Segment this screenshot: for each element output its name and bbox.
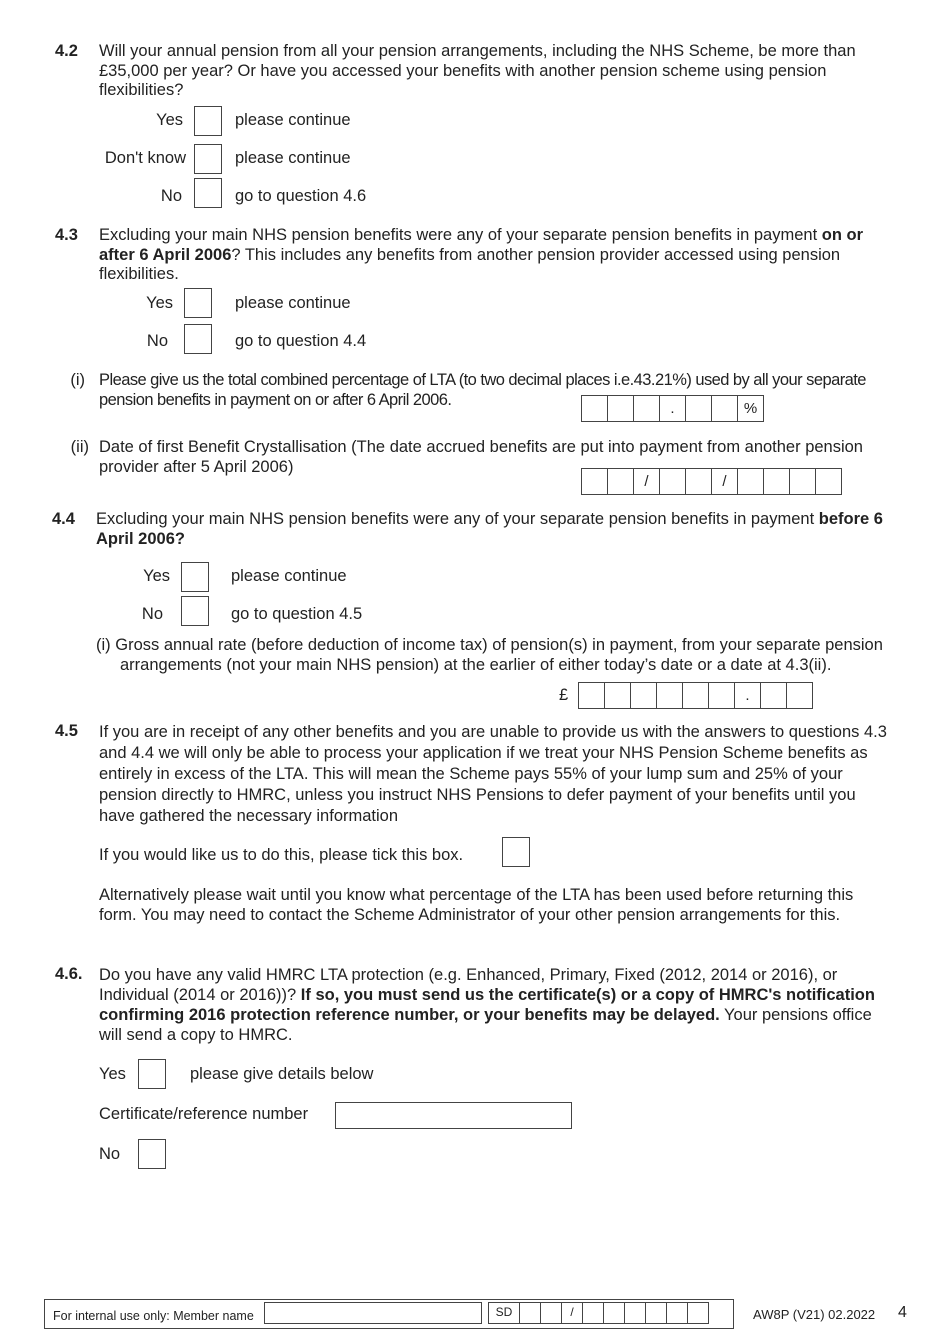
- lta-digit-1[interactable]: [581, 395, 608, 422]
- q46-no-checkbox[interactable]: [138, 1139, 166, 1169]
- sd-label: SD: [488, 1302, 520, 1324]
- currency-symbol: £: [559, 686, 569, 704]
- amount-decimal-point: .: [734, 682, 761, 709]
- q44-yes-label: Yes: [143, 567, 170, 585]
- page-number: 4: [898, 1304, 907, 1321]
- q42-no-checkbox[interactable]: [194, 178, 222, 208]
- amount-pence-2[interactable]: [786, 682, 813, 709]
- q42-yes-action: please continue: [235, 111, 351, 129]
- amount-digit-5[interactable]: [682, 682, 709, 709]
- sd-cell-6[interactable]: [645, 1302, 667, 1324]
- sd-cell-5[interactable]: [624, 1302, 646, 1324]
- q44-no-action: go to question 4.5: [231, 605, 363, 623]
- q42-yes-checkbox[interactable]: [194, 106, 222, 136]
- q46-yes-action: please give details below: [190, 1065, 374, 1083]
- q44-no-label: No: [141, 605, 163, 623]
- date-month-2[interactable]: [685, 468, 712, 495]
- certificate-label: Certificate/reference number: [99, 1105, 309, 1123]
- member-name-input[interactable]: [264, 1302, 482, 1324]
- question-4-3-text: Excluding your main NHS pension benefits were any of your separate pension benefits in payment on or after 6 April 2006? This includes any benefits from another pension provider accessed using pension flexibilities.: [99, 226, 863, 283]
- sd-cell-1[interactable]: [519, 1302, 541, 1324]
- question-4-4-text: Excluding your main NHS pension benefits were any of your separate pension benefits in payment before 6 April 2006?: [96, 510, 883, 548]
- q46-yes-label: Yes: [99, 1065, 126, 1083]
- amount-digit-6[interactable]: [708, 682, 735, 709]
- question-4-2-text: Will your annual pension from all your pension arrangements, including the NHS Scheme, be more than £35,000 per year? Or have you accessed your benefits with another pension scheme using pension flexibilities?: [99, 42, 856, 99]
- lta-decimal-1[interactable]: [685, 395, 712, 422]
- date-day-1[interactable]: [581, 468, 608, 495]
- q44-yes-action: please continue: [231, 567, 347, 585]
- q43-no-action: go to question 4.4: [235, 332, 367, 350]
- q43-yes-label: Yes: [146, 294, 173, 312]
- date-year-4[interactable]: [815, 468, 842, 495]
- sd-cell-3[interactable]: [582, 1302, 604, 1324]
- q42-dontknow-label: Don't know: [104, 149, 186, 167]
- amount-pence-1[interactable]: [760, 682, 787, 709]
- q42-yes-label: Yes: [156, 111, 183, 129]
- internal-use-box: [44, 1299, 734, 1329]
- q43-no-label: No: [146, 332, 168, 350]
- sd-reference-field[interactable]: [489, 1302, 709, 1324]
- sd-cell-4[interactable]: [603, 1302, 625, 1324]
- q43-sub-ii-number: (ii): [70, 438, 89, 456]
- q44-no-checkbox[interactable]: [181, 596, 209, 626]
- q43-yes-action: please continue: [235, 294, 351, 312]
- q42-dontknow-checkbox[interactable]: [194, 144, 222, 174]
- q42-no-action: go to question 4.6: [235, 187, 367, 205]
- form-reference: AW8P (V21) 02.2022: [753, 1307, 876, 1322]
- question-number-4-3: 4.3: [55, 226, 78, 244]
- question-number-4-4: 4.4: [52, 510, 75, 528]
- q43-sub-i-text: Please give us the total combined percentage of LTA (to two decimal places i.e.43.21%) used by all your separate pension benefits in payment on or after 6 April 2006.: [99, 371, 866, 409]
- date-month-1[interactable]: [659, 468, 686, 495]
- lta-decimal-point: .: [659, 395, 686, 422]
- certificate-reference-input[interactable]: [335, 1102, 572, 1129]
- q45-alternative-text: Alternatively please wait until you know what percentage of the LTA has been used before returning this form. You may need to contact the Scheme Administrator of your other pension arrangements for this.: [99, 886, 854, 924]
- q45-tick-checkbox[interactable]: [502, 837, 530, 867]
- question-4-6-text: Do you have any valid HMRC LTA protection (e.g. Enhanced, Primary, Fixed (2012, 2014 or 2016), or Individual (2014 or 2016))? If so, you must send us the certificate(s) or a copy of HMRC's notification confirming 2016 protection reference number, or your benefits may be delayed. Your pensions office will send a copy to HMRC.: [99, 966, 875, 1044]
- q45-tick-text: If you would like us to do this, please tick this box.: [99, 846, 464, 864]
- date-separator-2: /: [711, 468, 738, 495]
- internal-use-label: For internal use only: Member name: [53, 1309, 254, 1323]
- sd-cell-7[interactable]: [666, 1302, 688, 1324]
- sd-cell-2[interactable]: [540, 1302, 562, 1324]
- lta-percent-sign: %: [737, 395, 764, 422]
- crystallisation-date-field[interactable]: [581, 468, 842, 495]
- amount-digit-4[interactable]: [656, 682, 683, 709]
- gross-annual-rate-field[interactable]: [578, 682, 813, 709]
- lta-digit-3[interactable]: [633, 395, 660, 422]
- date-year-1[interactable]: [737, 468, 764, 495]
- q43-yes-checkbox[interactable]: [184, 288, 212, 318]
- amount-digit-2[interactable]: [604, 682, 631, 709]
- date-separator-1: /: [633, 468, 660, 495]
- amount-digit-3[interactable]: [630, 682, 657, 709]
- sd-cell-8[interactable]: [687, 1302, 709, 1324]
- q44-yes-checkbox[interactable]: [181, 562, 209, 592]
- question-number-4-6: 4.6.: [55, 965, 83, 983]
- date-year-3[interactable]: [789, 468, 816, 495]
- lta-decimal-2[interactable]: [711, 395, 738, 422]
- q42-no-label: No: [160, 187, 182, 205]
- lta-percentage-field[interactable]: [581, 395, 764, 422]
- q46-no-label: No: [99, 1145, 121, 1163]
- date-day-2[interactable]: [607, 468, 634, 495]
- q43-sub-i-number: (i): [70, 371, 85, 389]
- question-4-5-text: If you are in receipt of any other benefits and you are unable to provide us with the answers to questions 4.3 and 4.4 we will only be able to process your application if we treat your NHS Pension Scheme benefits as entirely in excess of the LTA. This will mean the Scheme pays 55% of your lump sum and 25% of your pension directly to HMRC, unless you instruct NHS Pensions to defer payment of your benefits until you have gathered the necessary information: [99, 723, 887, 825]
- q43-no-checkbox[interactable]: [184, 324, 212, 354]
- date-year-2[interactable]: [763, 468, 790, 495]
- q43-sub-ii-text: Date of first Benefit Crystallisation (The date accrued benefits are put into payment from another pension provider after 5 April 2006): [99, 438, 863, 476]
- q42-dontknow-action: please continue: [235, 149, 351, 167]
- q44-sub-i-text: (i) Gross annual rate (before deduction of income tax) of pension(s) in payment, from your separate pension arrangements (not your main NHS pension) at the earlier of either today’s date or a date at 4.3(ii).: [96, 636, 883, 674]
- question-number-4-2: 4.2: [55, 42, 78, 60]
- q46-yes-checkbox[interactable]: [138, 1059, 166, 1089]
- sd-slash: /: [561, 1302, 583, 1324]
- lta-digit-2[interactable]: [607, 395, 634, 422]
- amount-digit-1[interactable]: [578, 682, 605, 709]
- question-number-4-5: 4.5: [55, 722, 78, 740]
